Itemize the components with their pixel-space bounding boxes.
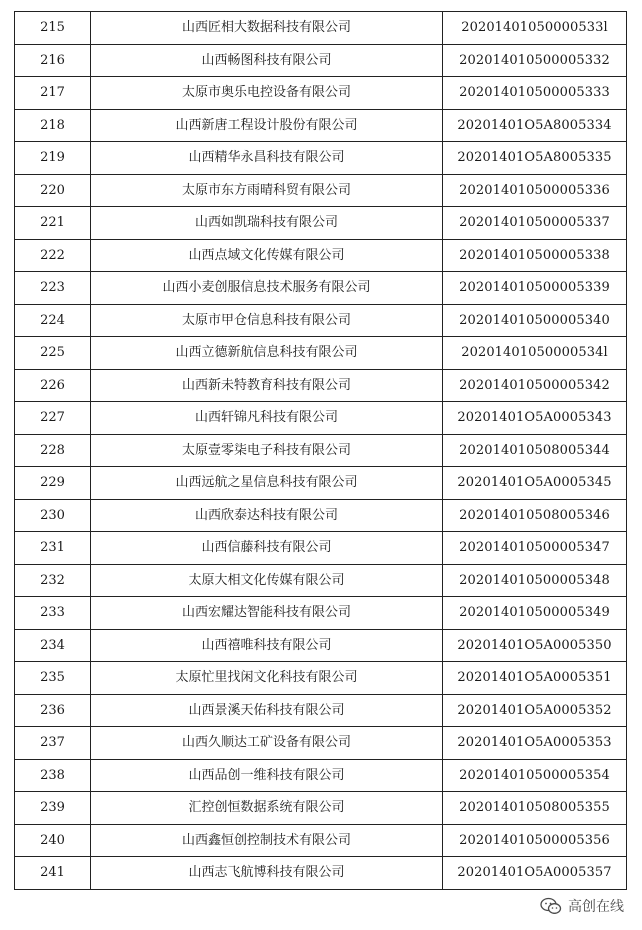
table-row [15,662,627,695]
company-name: 山西宏耀达智能科技有限公司 [91,597,443,630]
table-row [15,597,627,630]
registration-code: 202014010508005344 [443,434,627,467]
table-row [15,467,627,500]
table-row [15,337,627,370]
row-number: 236 [15,694,91,727]
table-row [15,207,627,240]
registration-code: 20201401O5A0005357 [443,857,627,890]
registration-code: 202014010500005349 [443,597,627,630]
row-number: 215 [15,12,91,45]
row-number: 225 [15,337,91,370]
row-number: 222 [15,239,91,272]
company-name: 山西信藤科技有限公司 [91,532,443,565]
company-name: 汇控创恒数据系统有限公司 [91,792,443,825]
row-number: 235 [15,662,91,695]
registration-code: 202014010500005342 [443,369,627,402]
row-number: 223 [15,272,91,305]
company-name: 山西精华永昌科技有限公司 [91,142,443,175]
company-name: 山西志飞航博科技有限公司 [91,857,443,890]
row-number: 227 [15,402,91,435]
company-name: 山西久顺达工矿设备有限公司 [91,727,443,760]
company-name: 山西小麦创服信息技术服务有限公司 [91,272,443,305]
registration-code: 20201401O5A0005353 [443,727,627,760]
table-row [15,629,627,662]
company-name: 太原市甲仓信息科技有限公司 [91,304,443,337]
table-row [15,369,627,402]
company-registry-table [14,11,627,890]
row-number: 230 [15,499,91,532]
company-name: 山西品创一维科技有限公司 [91,759,443,792]
row-number: 220 [15,174,91,207]
table-row [15,792,627,825]
registration-code: 202014010500005339 [443,272,627,305]
company-name: 山西点域文化传媒有限公司 [91,239,443,272]
company-name: 山西远航之星信息科技有限公司 [91,467,443,500]
row-number: 241 [15,857,91,890]
company-name: 山西新未特教育科技有限公司 [91,369,443,402]
row-number: 218 [15,109,91,142]
table-row [15,499,627,532]
registration-code: 202014010500005338 [443,239,627,272]
table-row [15,857,627,890]
company-name: 山西立德新航信息科技有限公司 [91,337,443,370]
table-row [15,824,627,857]
registration-code: 20201401O5A0005343 [443,402,627,435]
registration-code: 202014010500005332 [443,44,627,77]
table-row [15,694,627,727]
company-name: 山西轩锦凡科技有限公司 [91,402,443,435]
company-name: 山西欣泰达科技有限公司 [91,499,443,532]
company-name: 山西新唐工程设计股份有限公司 [91,109,443,142]
registration-code: 20201401O5A0005345 [443,467,627,500]
table-row [15,434,627,467]
table-row [15,77,627,110]
company-name: 太原忙里找闲文化科技有限公司 [91,662,443,695]
row-number: 217 [15,77,91,110]
table-row [15,174,627,207]
table-row [15,727,627,760]
company-name: 太原壹零柒电子科技有限公司 [91,434,443,467]
registration-code: 20201401050000533l [443,12,627,45]
table-row [15,759,627,792]
company-name: 山西如凯瑞科技有限公司 [91,207,443,240]
table-row [15,109,627,142]
table-row [15,142,627,175]
row-number: 232 [15,564,91,597]
registration-code: 202014010508005346 [443,499,627,532]
registration-code: 20201401O5A8005335 [443,142,627,175]
registration-code: 20201401050000534l [443,337,627,370]
registration-code: 202014010500005340 [443,304,627,337]
registration-code: 202014010500005333 [443,77,627,110]
table-body [15,12,627,890]
table-row [15,239,627,272]
registration-code: 20201401O5A0005351 [443,662,627,695]
row-number: 216 [15,44,91,77]
company-name: 太原大相文化传媒有限公司 [91,564,443,597]
row-number: 239 [15,792,91,825]
row-number: 238 [15,759,91,792]
table-row [15,12,627,45]
table-row [15,44,627,77]
row-number: 234 [15,629,91,662]
table-row [15,272,627,305]
registration-code: 20201401O5A0005350 [443,629,627,662]
registration-code: 20201401O5A8005334 [443,109,627,142]
table-row [15,402,627,435]
table-row [15,564,627,597]
company-name: 山西畅图科技有限公司 [91,44,443,77]
registration-code: 202014010500005337 [443,207,627,240]
row-number: 221 [15,207,91,240]
registration-code: 202014010500005336 [443,174,627,207]
wechat-icon [540,897,562,915]
row-number: 228 [15,434,91,467]
company-name: 山西禧唯科技有限公司 [91,629,443,662]
row-number: 233 [15,597,91,630]
row-number: 219 [15,142,91,175]
row-number: 226 [15,369,91,402]
row-number: 224 [15,304,91,337]
registration-code: 202014010500005347 [443,532,627,565]
table-row [15,304,627,337]
watermark [540,896,624,916]
company-name: 山西鑫恒创控制技术有限公司 [91,824,443,857]
registry-sheet [14,11,626,890]
company-name: 太原市奥乐电控设备有限公司 [91,77,443,110]
registration-code: 202014010500005356 [443,824,627,857]
watermark-text: 高创在线 [568,899,624,915]
registration-code: 20201401O5A0005352 [443,694,627,727]
row-number: 240 [15,824,91,857]
company-name: 山西匠相大数据科技有限公司 [91,12,443,45]
row-number: 231 [15,532,91,565]
company-name: 太原市东方雨晴科贸有限公司 [91,174,443,207]
company-name: 山西景溪天佑科技有限公司 [91,694,443,727]
row-number: 229 [15,467,91,500]
registration-code: 202014010500005348 [443,564,627,597]
registration-code: 202014010500005354 [443,759,627,792]
table-row [15,532,627,565]
registration-code: 202014010508005355 [443,792,627,825]
row-number: 237 [15,727,91,760]
